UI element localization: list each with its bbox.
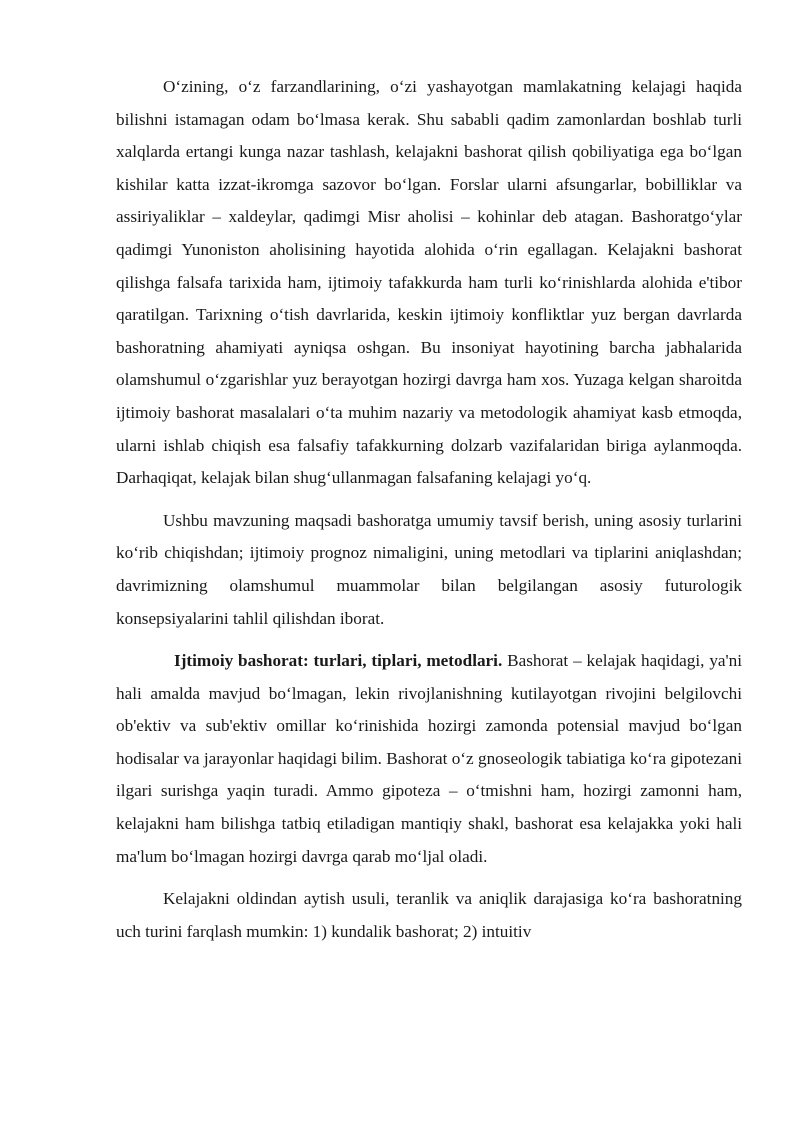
paragraph-purpose: Ushbu mavzuning maqsadi bashoratga umumiy tavsif berish, uning asosiy turlarini ko‘rib chiqishdan; ijtimoiy prognoz nimaligini, uning metodlari va tiplarini aniqlashdan; davrimizning olamshumul muammolar bilan belgilangan asosiy futurologik konsepsiyalarini tahlil qilishdan iborat.	[116, 510, 742, 628]
paragraph-types: Kelajakni oldindan aytish usuli, teranlik va aniqlik darajasiga ko‘ra bashoratning uch turini farqlash mumkin: 1) kundalik bashorat; 2) intuitiv	[116, 889, 742, 941]
paragraph-definition-text: Bashorat – kelajak haqidagi, ya'ni hali amalda mavjud bo‘lmagan, lekin rivojlanishning kutilayotgan rivojini belgilovchi ob'ektiv va sub'ektiv omillar ko‘rinishida hozirgi zamonda potensial mavjud bo‘lgan hodisalar va jarayonlar haqidagi bilim. Bashorat o‘z gnoseologik tabiatiga ko‘ra gipotezani ilgari surishga yaqin turadi. Ammo gipoteza – o‘tmishni ham, hozirgi zamonni ham, kelajakni ham bilishga tatbiq etiladigan mantiqiy shakl, bashorat esa kelajakka yoki hali ma'lum bo‘lmagan hozirgi davrga qarab mo‘ljal oladi.	[116, 651, 743, 866]
paragraph-definition	[116, 645, 742, 873]
document-body	[116, 71, 742, 958]
section-heading: Ijtimoiy bashorat: turlari, tiplari, metodlari.	[174, 651, 503, 671]
paragraph-intro: O‘zining, o‘z farzandlarining, o‘zi yashayotgan mamlakatning kelajagi haqida bilishni istamagan odam bo‘lmasa kerak. Shu sababli qadim zamonlardan boshlab turli xalqlarda ertangi kunga nazar tashlash, kelajakni bashorat qilish qobiliyatiga ega bo‘lgan kishilar katta izzat-ikromga sazovor bo‘lgan. Forslar ularni afsungarlar, bobilliklar va assiriyaliklar – xaldeylar, qadimgi Misr aholisi – kohinlar deb atagan. Bashoratgo‘ylar qadimgi Yunoniston aholisining hayotida alohida o‘rin egallagan. Kelajakni bashorat qilishga falsafa tarixida ham, ijtimoiy tafakkurda ham turli ko‘rinishlarda alohida e'tibor qaratilgan. Tarixning o‘tish davrlarida, keskin ijtimoiy konfliktlar yuz bergan davrlarda bashoratning ahamiyati ayniqsa oshgan. Bu insoniyat hayotining barcha jabhalarida olamshumul o‘zgarishlar yuz berayotgan hozirgi davrga ham xos. Yuzaga kelgan sharoitda ijtimoiy bashorat masalalari o‘ta muhim nazariy va metodologik ahamiyat kasb etmoqda, ularni ishlab chiqish esa falsafiy tafakkurning dolzarb vazifalaridan biriga aylanmoqda. Darhaqiqat, kelajak bilan shug‘ullanmagan falsafaning kelajagi yo‘q.	[116, 77, 742, 488]
